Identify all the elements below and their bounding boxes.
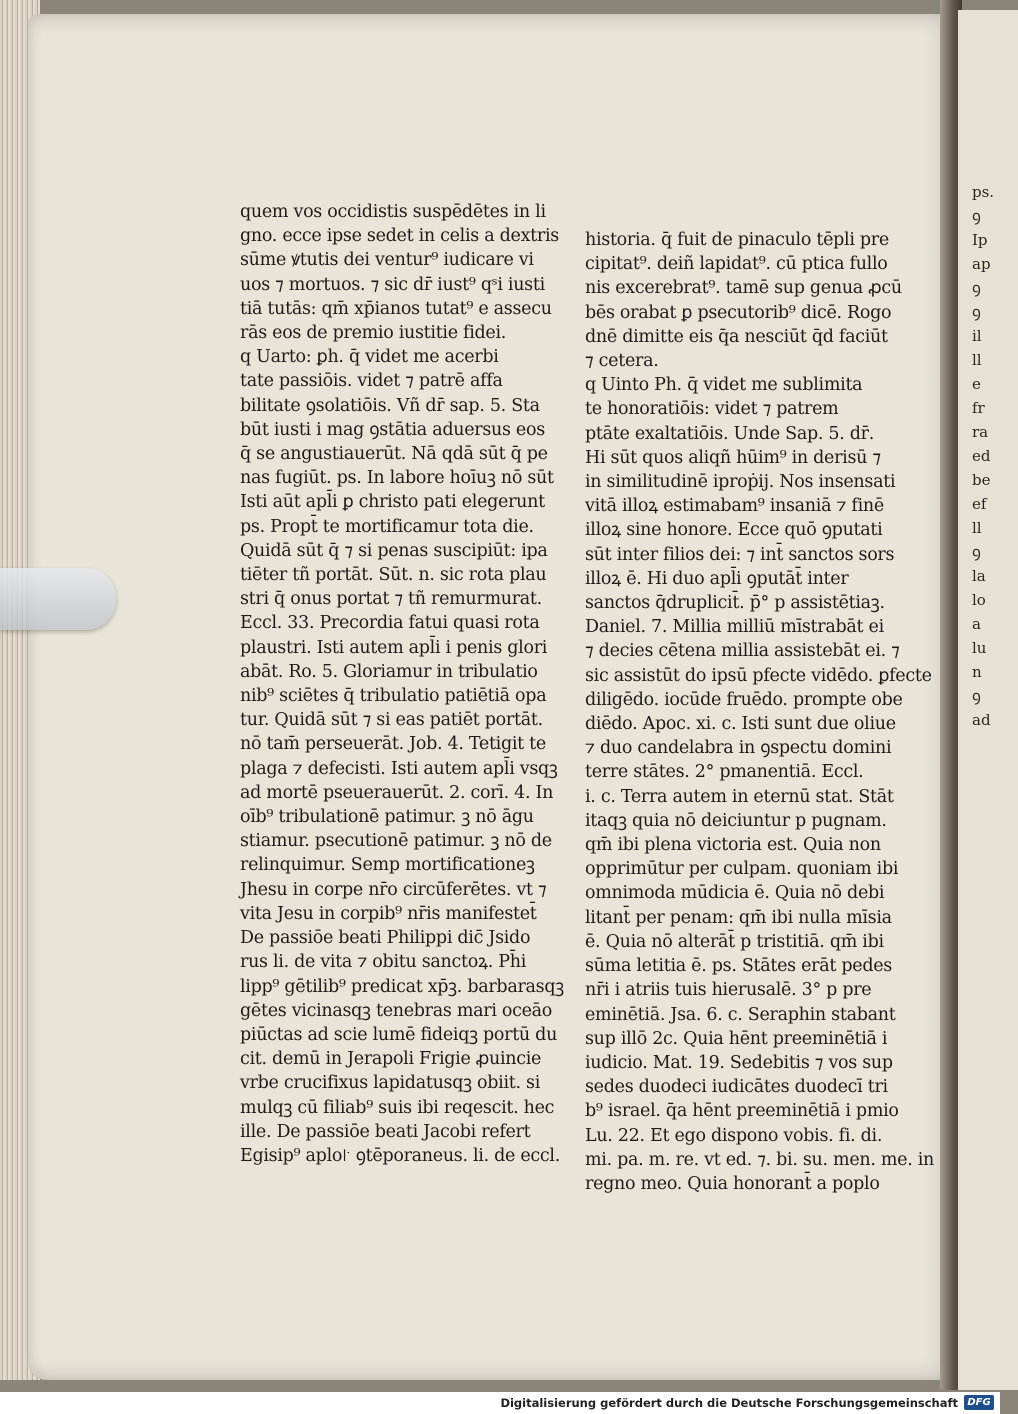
text-line: illoꝝ ē. Hi duo apl̄i ꝯputāt̄ inter <box>585 568 849 589</box>
text-fragment: Ip <box>972 231 988 249</box>
text-line: Isti aūt apl̄i ꝑ christo pati elegerunt <box>240 492 545 513</box>
text-line: sup illō 2c. Quia hēnt preeminētiā i <box>585 1028 888 1049</box>
text-line: diligēdo. iocūde fruēdo. prompte obe <box>585 689 903 710</box>
footer-bar <box>0 1392 1000 1414</box>
text-fragment: be <box>972 471 991 489</box>
text-line: cipitat⁹. deiñ lapidat⁹. cū ptica fullo <box>585 254 888 275</box>
text-line: rus li. de vita ⁊ obitu sanctoꝝ. Ph̄i <box>240 952 527 973</box>
text-column-left <box>240 200 564 1168</box>
text-fragment: ps. <box>972 183 995 201</box>
text-line: ē. Quia nō alterāt̄ p tristitiā. qm̄ ibi <box>585 931 884 952</box>
text-line: litant̄ per penam: qm̄ ibi nulla mīsia <box>585 907 892 928</box>
text-line: cit. demū in Jerapoli Frigie ꝓuincie <box>240 1049 542 1070</box>
text-line: relinquimur. Semp mortificationeꝫ <box>240 855 535 876</box>
text-fragment: la <box>972 567 986 585</box>
text-line: Hi sūt quos aliqñ hūim⁹ in derisū ⁊ <box>585 447 881 468</box>
text-line: plaustri. Isti autem apl̄i i penis glori <box>240 637 548 658</box>
text-line: sūma letitia ē. ps. Stātes erāt pedes <box>585 956 892 977</box>
text-line: bēs orabat ꝑ psecutorib⁹ dicē. Rogo <box>585 302 892 323</box>
text-line: bilitate ꝯsolatiōis. Vñ dr̄ sap. 5. Sta <box>240 395 540 416</box>
text-fragment: ef <box>972 495 987 513</box>
text-line: ille. De passiōe beati Jacobi refert <box>240 1121 531 1142</box>
text-line: vitā illoꝝ estimabam⁹ insaniā ⁊ finē <box>585 496 884 517</box>
text-column-right <box>585 228 935 1196</box>
text-line: ⁊ cetera. <box>585 351 659 372</box>
text-fragment: e <box>972 375 981 393</box>
text-line: sūt inter filios dei: ⁊ int̄ sanctos sors <box>585 544 895 565</box>
text-line: vita Jesu in corpib⁹ nr̄is manifestet̄ <box>240 903 537 924</box>
text-line: omnimoda mūdicia ē. Quia nō debi <box>585 883 885 904</box>
text-line: piūctas ad scie lumē fideiqꝫ portū du <box>240 1024 558 1045</box>
text-fragment: ꝯ <box>972 303 981 321</box>
text-fragment: lo <box>972 591 986 609</box>
text-line: tiā tutās: qm̄ xp̄ianos tutat⁹ e assecu <box>240 298 552 319</box>
text-line: q̄ se angustiauerūt. Nā qdā sūt q̄ pe <box>240 444 548 465</box>
text-line: sanctos q̄druplicit̄. p̄° p assistētiaꝫ. <box>585 593 885 614</box>
text-fragment: ll <box>972 519 982 537</box>
text-line: terre stātes. 2° pmanentiā. Eccl. <box>585 762 864 783</box>
text-fragment: n <box>972 663 982 681</box>
text-line: tiēter tñ portāt. Sūt. n. sic rota plau <box>240 565 547 586</box>
text-line: dnē dimitte eis q̄a nesciūt q̄d faciūt <box>585 326 888 347</box>
text-line: De passiōe beati Philippi dic̄ Jsido <box>240 928 531 949</box>
text-line: itaqꝫ quia nō deiciuntur p pugnam. <box>585 810 887 831</box>
text-line: ps. Propt̄ te mortificamur tota die. <box>240 516 534 537</box>
text-line: stri q̄ onus portat ⁊ tñ remurmurat. <box>240 589 542 610</box>
text-fragment: fr <box>972 399 985 417</box>
text-line: sūme ꝟtutis dei ventur⁹ iudicare vi <box>240 250 534 271</box>
text-line: Jhesu in corpe nr̄o circūferētes. vt ⁊ <box>240 879 547 900</box>
text-line: in similitudinē iproṗij. Nos insensati <box>585 472 896 493</box>
text-line: ⁊ duo candelabra in ꝯspectu domini <box>585 738 892 759</box>
text-line: historia. q̄ fuit de pinaculo tēpli pre <box>585 230 889 250</box>
text-line: mulqꝫ cū filiab⁹ suis ibi reqescit. hec <box>240 1097 555 1118</box>
text-line: quem vos occidistis suspēdētes in li <box>240 202 546 222</box>
right-page-text-fragments <box>972 180 1002 732</box>
text-line: lipp⁹ gētilib⁹ predicat xp̄ꝫ. barbarasqꝫ <box>240 976 564 997</box>
text-line: mi. pa. m. re. vt ed. ⁊. bi. su. men. me. in <box>585 1149 935 1170</box>
text-line: nas fugiūt. ps. In labore hoīuꝫ nō sūt <box>240 468 554 489</box>
text-fragment: ꝯ <box>972 687 981 705</box>
text-fragment: il <box>972 327 982 345</box>
page-clip-tab <box>0 568 116 630</box>
text-line: rās eos de premio iustitie fidei. <box>240 323 507 344</box>
dfg-logo: DFG <box>964 1395 994 1410</box>
text-line: i. c. Terra autem in eternū stat. Stāt <box>585 786 894 807</box>
text-line: stiamur. psecutionē patimur. ꝫ nō de <box>240 831 552 852</box>
text-line: sic assistūt do ipsū pfecte vidēdo. ꝑfecte <box>585 665 932 686</box>
text-fragment: a <box>972 615 981 633</box>
text-line: q Uarto: ꝑh. q̄ videt me acerbi <box>240 347 499 368</box>
text-line: qm̄ ibi plena victoria est. Quia non <box>585 835 881 856</box>
text-line: būt iusti i mag ꝯstātia aduersus eos <box>240 419 545 440</box>
text-line: nis excerebrat⁹. tamē sup genua ꝓcū <box>585 278 902 299</box>
text-line: gētes vicinasqꝫ tenebras mari oceāo <box>240 1000 553 1021</box>
text-line: opprimūtur per culpam. quoniam ibi <box>585 859 899 880</box>
text-fragment: ra <box>972 423 989 441</box>
text-fragment: lu <box>972 639 987 657</box>
text-line: Egisip⁹ aplo꜎ ꝯtēporaneus. li. de eccl. <box>240 1145 560 1166</box>
text-line: plaga ⁊ defecisti. Isti autem apl̄i vsqꝫ <box>240 758 558 779</box>
text-line: diēdo. Apoc. xi. c. Isti sunt due oliue <box>585 714 896 735</box>
text-line: Quidā sūt q̄ ⁊ si penas suscipiūt: ipa <box>240 540 548 561</box>
text-line: gno. ecce ipse sedet in celis a dextris <box>240 226 559 247</box>
text-line: illoꝝ sine honore. Ecce quō ꝯputati <box>585 520 883 541</box>
text-line: oīb⁹ tribulationē patimur. ꝫ nō āgu <box>240 807 534 828</box>
text-fragment: ꝯ <box>972 543 981 561</box>
text-line: tate passiōis. videt ⁊ patrē affa <box>240 371 503 392</box>
text-line: abāt. Ro. 5. Gloriamur in tribulatio <box>240 661 538 682</box>
text-line: q Uinto Ph. q̄ videt me sublimita <box>585 375 863 396</box>
text-line: ad mortē pseuerauerūt. 2. corī. 4. In <box>240 782 554 803</box>
text-line: sedes duodeci iudicātes duodecī tri <box>585 1077 888 1098</box>
text-line: eminētiā. Jsa. 6. c. Seraphin stabant <box>585 1004 896 1025</box>
text-fragment: ꝯ <box>972 207 981 225</box>
text-line: regno meo. Quia honorant̄ a poplo <box>585 1173 880 1194</box>
text-fragment: ed <box>972 447 991 465</box>
text-fragment: ap <box>972 255 991 273</box>
text-fragment: ꝯ <box>972 279 981 297</box>
text-line: nr̄i i atriis tuis hierusalē. 3° p pre <box>585 980 872 1001</box>
text-line: ptāte exaltatiōis. Unde Sap. 5. dr̄. <box>585 423 874 444</box>
text-line: iudicio. Mat. 19. Sedebitis ⁊ vos sup <box>585 1052 893 1073</box>
text-line: uos ⁊ mortuos. ⁊ sic dr̄ iust⁹ qˢi iusti <box>240 274 545 295</box>
text-line: te honoratiōis: videt ⁊ patrem <box>585 399 839 420</box>
text-line: Lu. 22. Et ego dispono vobis. fi. di. <box>585 1125 883 1146</box>
text-line: vrbe crucifixus lapidatusqꝫ obiit. si <box>240 1073 540 1094</box>
text-fragment: ll <box>972 351 982 369</box>
text-line: ⁊ decies cētena millia assistebāt ei. ⁊ <box>585 641 900 662</box>
text-fragment: ad <box>972 711 991 729</box>
text-line: tur. Quidā sūt ⁊ si eas patiēt portāt. <box>240 710 543 731</box>
funding-note: Digitalisierung gefördert durch die Deutsche Forschungsgemeinschaft <box>500 1396 958 1410</box>
text-line: b⁹ israel. q̄a hēnt preeminētiā i pmio <box>585 1101 899 1122</box>
text-line: Daniel. 7. Millia milliū mīstrabāt ei <box>585 617 884 638</box>
text-line: nib⁹ sciētes q̄ tribulatio patiētiā opa <box>240 686 547 707</box>
text-line: nō tam̄ perseuerāt. Job. 4. Tetigit te <box>240 734 546 755</box>
text-line: Eccl. 33. Precordia fatui quasi rota <box>240 613 540 634</box>
